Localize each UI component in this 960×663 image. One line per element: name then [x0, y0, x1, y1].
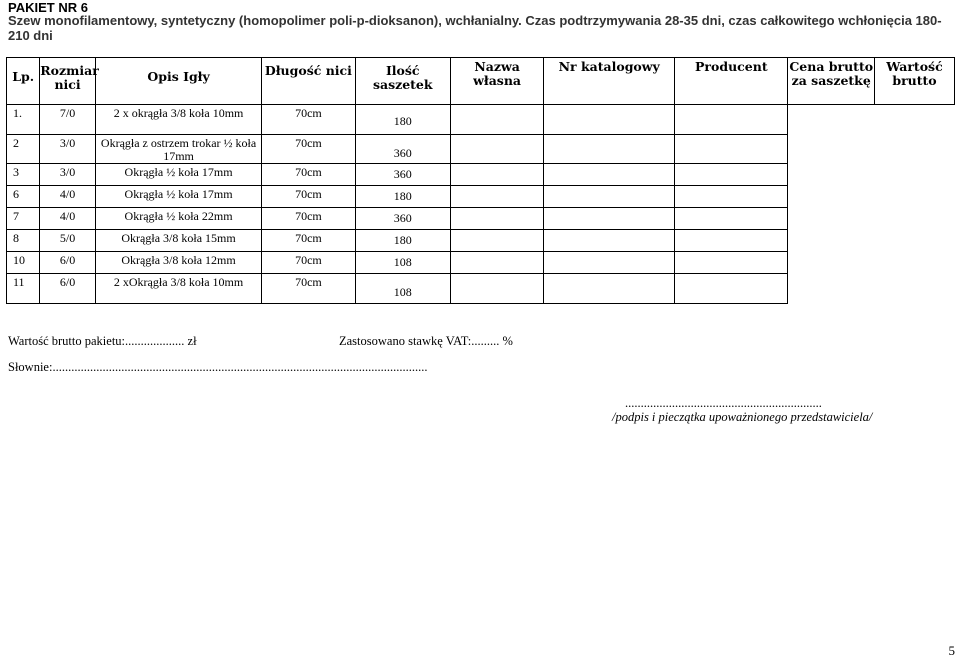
row-producer — [675, 274, 788, 304]
row-own-name — [450, 164, 543, 186]
row-producer — [675, 208, 788, 230]
col-header-length: Długość nici — [262, 58, 355, 105]
row-producer — [675, 135, 788, 164]
col-header-producer: Producent — [675, 58, 788, 105]
row-length: 70cm — [262, 105, 355, 135]
row-length: 70cm — [262, 186, 355, 208]
row-description: 2 xOkrągła 3/8 koła 10mm — [95, 274, 262, 304]
row-lp: 2 — [7, 135, 40, 164]
row-catalog-number — [544, 252, 675, 274]
col-header-description: Opis Igły — [95, 58, 262, 105]
row-lp: 1. — [7, 105, 40, 135]
row-size: 3/0 — [40, 135, 96, 164]
row-quantity: 180 — [355, 186, 450, 208]
table-row — [7, 164, 955, 186]
row-quantity: 108 — [355, 252, 450, 274]
offer-table — [6, 57, 955, 304]
col-header-quantity: Ilość saszetek — [355, 58, 450, 105]
row-own-name — [450, 274, 543, 304]
col-header-gross-value: Wartość brutto — [875, 58, 955, 105]
row-catalog-number — [544, 208, 675, 230]
row-lp: 7 — [7, 208, 40, 230]
row-catalog-number — [544, 105, 675, 135]
table-row — [7, 252, 955, 274]
col-header-catalog-number: Nr katalogowy — [544, 58, 675, 105]
row-size: 3/0 — [40, 164, 96, 186]
row-producer — [675, 164, 788, 186]
package-title: PAKIET NR 6 — [8, 0, 88, 15]
row-lp: 11 — [7, 274, 40, 304]
row-own-name — [450, 230, 543, 252]
row-lp: 8 — [7, 230, 40, 252]
row-length: 70cm — [262, 208, 355, 230]
package-gross-value: Wartość brutto pakietu:................... zł — [8, 334, 197, 348]
table-row — [7, 186, 955, 208]
row-description: Okrągła ½ koła 22mm — [95, 208, 262, 230]
row-own-name — [450, 186, 543, 208]
col-header-size: Rozmiar nici — [40, 58, 96, 105]
col-header-lp: Lp. — [7, 58, 40, 105]
row-catalog-number — [544, 274, 675, 304]
row-own-name — [450, 105, 543, 135]
row-quantity: 360 — [355, 135, 450, 164]
row-quantity: 360 — [355, 164, 450, 186]
amount-in-words: Słownie:........................................................................................................................ — [8, 360, 428, 374]
table-row — [7, 105, 955, 135]
row-quantity: 108 — [355, 274, 450, 304]
row-quantity: 360 — [355, 208, 450, 230]
col-header-own-name: Nazwa własna — [450, 58, 543, 105]
signature-label: /podpis i pieczątka upoważnionego przedstawiciela/ — [612, 410, 873, 424]
row-catalog-number — [544, 135, 675, 164]
row-size: 4/0 — [40, 208, 96, 230]
row-producer — [675, 105, 788, 135]
row-size: 5/0 — [40, 230, 96, 252]
table-row — [7, 274, 955, 304]
row-description: 2 x okrągła 3/8 koła 10mm — [95, 105, 262, 135]
row-catalog-number — [544, 164, 675, 186]
row-description: Okrągła 3/8 koła 12mm — [95, 252, 262, 274]
vat-rate: Zastosowano stawkę VAT:......... % — [339, 334, 513, 348]
row-length: 70cm — [262, 164, 355, 186]
row-own-name — [450, 135, 543, 164]
col-header-unit-price: Cena brutto za saszetkę — [788, 58, 875, 105]
row-producer — [675, 252, 788, 274]
row-quantity: 180 — [355, 105, 450, 135]
row-size: 6/0 — [40, 274, 96, 304]
row-own-name — [450, 208, 543, 230]
signature-line: ............................................................... — [625, 396, 822, 410]
row-description: Okrągła z ostrzem trokar ½ koła 17mm — [95, 135, 262, 164]
row-catalog-number — [544, 186, 675, 208]
row-length: 70cm — [262, 135, 355, 164]
table-row — [7, 230, 955, 252]
row-producer — [675, 186, 788, 208]
table-row — [7, 135, 955, 164]
row-size: 7/0 — [40, 105, 96, 135]
row-length: 70cm — [262, 230, 355, 252]
row-description: Okrągła 3/8 koła 15mm — [95, 230, 262, 252]
row-description: Okrągła ½ koła 17mm — [95, 186, 262, 208]
table-header-row — [7, 58, 955, 105]
package-description: Szew monofilamentowy, syntetyczny (homopolimer poli-p-dioksanon), wchłanialny. Czas podtrzymywania 28-35 dni, czas całkowitego wchłonięcia 180-210 dni — [8, 13, 942, 43]
row-lp: 10 — [7, 252, 40, 274]
row-size: 6/0 — [40, 252, 96, 274]
row-producer — [675, 230, 788, 252]
row-own-name — [450, 252, 543, 274]
row-size: 4/0 — [40, 186, 96, 208]
row-length: 70cm — [262, 252, 355, 274]
row-catalog-number — [544, 230, 675, 252]
row-quantity: 180 — [355, 230, 450, 252]
page-number: 5 — [948, 643, 955, 658]
row-description: Okrągła ½ koła 17mm — [95, 164, 262, 186]
row-lp: 3 — [7, 164, 40, 186]
table-row — [7, 208, 955, 230]
row-length: 70cm — [262, 274, 355, 304]
row-lp: 6 — [7, 186, 40, 208]
